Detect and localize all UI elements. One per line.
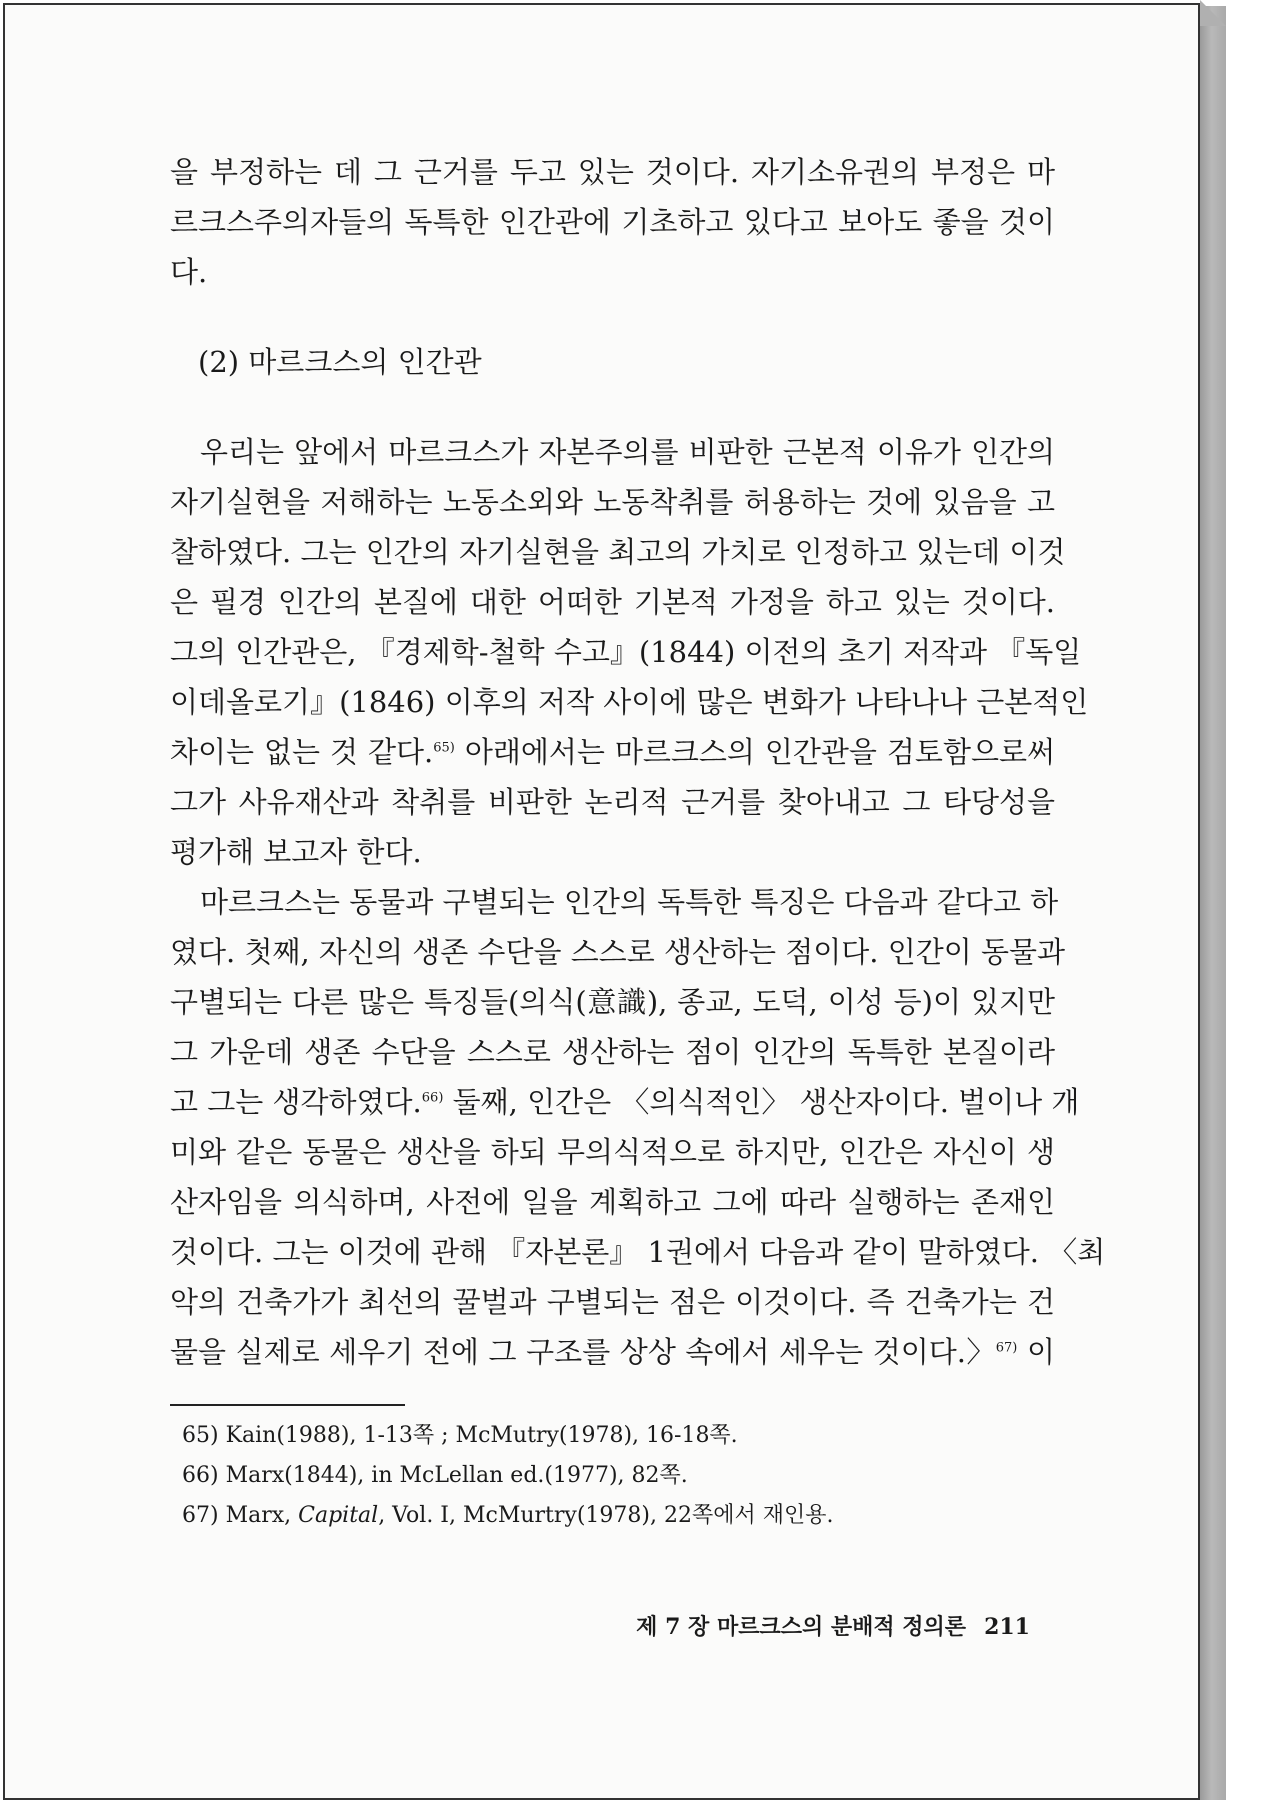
footnote-ref-65[interactable]: 65) [433, 740, 455, 756]
text-line: 산자임을 의식하며, 사전에 일을 계획하고 그에 따라 실행하는 존재인 [170, 1185, 1055, 1219]
page-edge-shadow [1200, 6, 1226, 1800]
text-line: 다. [170, 255, 208, 289]
chapter-title: 제 7 장 마르크스의 분배적 정의론 [636, 1614, 967, 1640]
footnote-66: 66) Marx(1844), in McLellan ed.(1977), 82쪽. [182, 1463, 688, 1488]
text-line: 그가 사유재산과 착취를 비판한 논리적 근거를 찾아내고 그 타당성을 [170, 785, 1055, 819]
text-line: 자기실현을 저해하는 노동소외와 노동착취를 허용하는 것에 있음을 고 [170, 485, 1055, 519]
text-line: 였다. 첫째, 자신의 생존 수단을 스스로 생산하는 점이다. 인간이 동물과 [170, 935, 1066, 969]
footnote-ref-66[interactable]: 66) [421, 1090, 444, 1106]
text-line: 구별되는 다른 많은 특징들(의식(意識), 종교, 도덕, 이성 등)이 있지만 [170, 985, 1055, 1019]
footnotes [182, 1416, 1052, 1536]
body-text [170, 147, 1106, 1377]
footnote-65: 65) Kain(1988), 1-13쪽 ; McMutry(1978), 16-18쪽. [182, 1423, 738, 1448]
text-line [170, 1077, 1080, 1127]
text-run: 둘째, 인간은 〈의식적인〉 생산자이다. 벌이나 개 [443, 1085, 1080, 1119]
text-line: 우리는 앞에서 마르크스가 자본주의를 비판한 근본적 이유가 인간의 [200, 435, 1055, 469]
footnote-ref-67[interactable]: 67) [995, 1340, 1018, 1356]
text-run: 이 [1017, 1335, 1055, 1369]
text-run: , Vol. Ⅰ, McMurtry(1978), 22쪽에서 재인용. [378, 1503, 834, 1528]
text-line: 것이다. 그는 이것에 관해 『자본론』 1권에서 다음과 같이 말하였다. 〈최 [170, 1235, 1106, 1269]
text-line: 찰하였다. 그는 인간의 자기실현을 최고의 가치로 인정하고 있는데 이것 [170, 535, 1066, 569]
text-line: 그 가운데 생존 수단을 스스로 생산하는 점이 인간의 독특한 본질이라 [170, 1035, 1055, 1069]
page-number: 211 [984, 1614, 1030, 1640]
page-corner [1200, 0, 1226, 26]
text-run: 차이는 없는 것 같다. [170, 735, 434, 769]
text-line: 마르크스는 동물과 구별되는 인간의 독특한 특징은 다음과 같다고 하 [200, 885, 1059, 919]
text-line [170, 1327, 1055, 1377]
text-line: 악의 건축가가 최선의 꿀벌과 구별되는 점은 이것이다. 즉 건축가는 건 [170, 1285, 1055, 1319]
text-line: 을 부정하는 데 그 근거를 두고 있는 것이다. 자기소유권의 부정은 마 [170, 155, 1055, 189]
text-line: 그의 인간관은, 『경제학-철학 수고』(1844) 이전의 초기 저작과 『독일 [170, 635, 1082, 669]
text-run: 물을 실제로 세우기 전에 그 구조를 상상 속에서 세우는 것이다.〉 [170, 1335, 996, 1369]
text-line: 평가해 보고자 한다. [170, 835, 422, 869]
text-line: 은 필경 인간의 본질에 대한 어떠한 기본적 가정을 하고 있는 것이다. [170, 585, 1055, 619]
text-run: 67) Marx, [182, 1503, 299, 1528]
text-line [170, 727, 1055, 777]
text-line: 미와 같은 동물은 생산을 하되 무의식적으로 하지만, 인간은 자신이 생 [170, 1135, 1055, 1169]
footnote-67 [182, 1496, 1052, 1536]
running-footer [600, 1610, 1030, 1641]
section-heading: (2) 마르크스의 인간관 [198, 345, 482, 379]
text-run: 고 그는 생각하였다. [170, 1085, 422, 1119]
text-run: 아래에서는 마르크스의 인간관을 검토함으로써 [454, 735, 1055, 769]
text-line: 르크스주의자들의 독특한 인간관에 기초하고 있다고 보아도 좋을 것이 [170, 205, 1055, 239]
footnote-divider [170, 1404, 405, 1406]
text-line: 이데올로기』(1846) 이후의 저작 사이에 많은 변화가 나타나나 근본적인 [170, 685, 1089, 719]
book-title: Capital [298, 1503, 379, 1528]
